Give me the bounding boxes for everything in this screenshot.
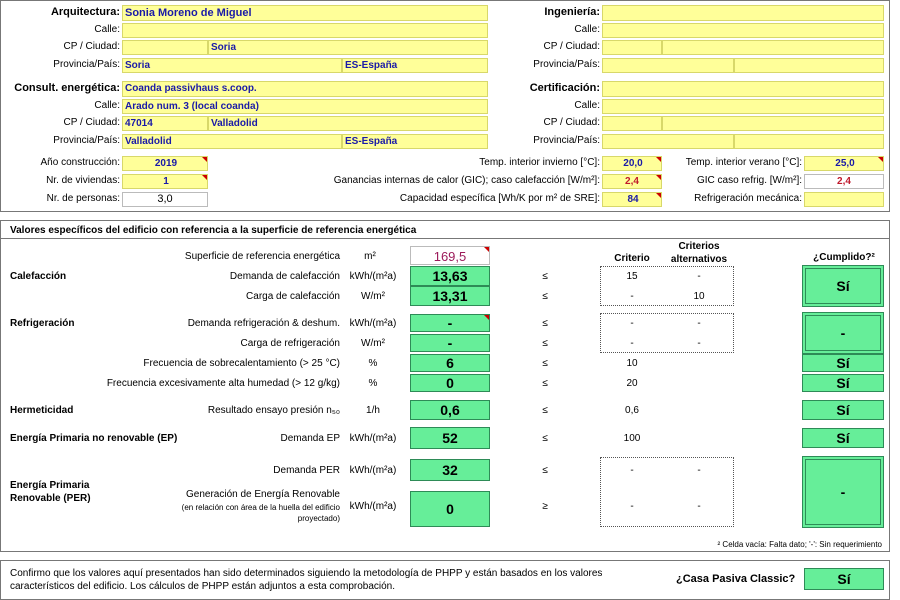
hermeticidad-cumplido: Sí	[802, 400, 884, 420]
hermeticidad-op: ≤	[542, 405, 548, 416]
humedad-op: ≤	[542, 378, 548, 389]
calefaccion-alt-carga: 10	[693, 291, 705, 302]
consultor-provincia-field[interactable]: Valladolid	[122, 134, 342, 149]
arquitectura-ciudad-field[interactable]: Soria	[208, 40, 488, 55]
consultor-calle-field[interactable]: Arado num. 3 (local coanda)	[122, 99, 488, 114]
ep-cumplido: Sí	[802, 428, 884, 448]
per-alt-2: -	[697, 501, 701, 512]
results-title: Valores específicos del edificio con referencia a la superficie de referencia energética	[10, 225, 417, 236]
hermeticidad-unit: 1/h	[366, 405, 380, 416]
casa-pasiva-question: ¿Casa Pasiva Classic?	[676, 573, 796, 585]
arquitectura-name-field[interactable]: Sonia Moreno de Miguel	[122, 5, 488, 21]
ingenieria-calle-label: Calle:	[574, 24, 600, 35]
calefaccion-carga-unit: W/m²	[361, 291, 385, 302]
certificacion-name-field[interactable]	[602, 81, 884, 97]
consultor-ciudad-field[interactable]: Valladolid	[208, 116, 488, 131]
sobrecalentamiento-op: ≤	[542, 358, 548, 369]
calefaccion-cumplido	[802, 265, 884, 307]
refrig-mecanica-label: Refrigeración mecánica:	[694, 193, 802, 204]
humedad-value: 0	[410, 374, 490, 392]
per-alt-1: -	[697, 465, 701, 476]
temp-invierno-field[interactable]: 20,0	[602, 156, 662, 171]
arquitectura-calle-label: Calle:	[94, 24, 120, 35]
refrigeracion-demanda-unit: kWh/(m²a)	[349, 318, 397, 329]
per-section-2: Renovable (PER)	[10, 493, 91, 504]
per-demanda-unit: kWh/(m²a)	[349, 465, 397, 476]
arquitectura-pais-field[interactable]: ES-España	[342, 58, 488, 73]
certificacion-cp-label: CP / Ciudad:	[543, 117, 600, 128]
humedad-label: Frecuencia excesivamente alta humedad (> 12 g/kg)	[106, 378, 340, 389]
sobrecalentamiento-value: 6	[410, 354, 490, 372]
confirm-text-1: Confirmo que los valores aquí presentados han sido determinados siguiendo la metodología de PHPP y están basados en los valores	[10, 568, 603, 579]
personas-value: 3,0	[122, 192, 208, 207]
refrigeracion-cumplido	[802, 312, 884, 354]
temp-verano-field[interactable]: 25,0	[804, 156, 884, 171]
results-title-rule	[1, 238, 889, 239]
per-section-1: Energía Primaria	[10, 480, 90, 491]
refrigeracion-crit-demanda: -	[630, 318, 634, 329]
ano-construccion-field[interactable]: 2019	[122, 156, 208, 171]
certificacion-calle-label: Calle:	[574, 100, 600, 111]
calefaccion-demanda-value: 13,63	[410, 266, 490, 286]
refrigeracion-section: Refrigeración	[10, 318, 75, 329]
consultor-cp-label: CP / Ciudad:	[63, 117, 120, 128]
ingenieria-title: Ingeniería:	[544, 6, 600, 18]
alt-criterio-header-2: alternativos	[670, 254, 728, 265]
arquitectura-title: Arquitectura:	[50, 6, 120, 18]
calefaccion-cumplido-text: Sí	[836, 278, 850, 294]
consultor-pais-field[interactable]: ES-España	[342, 134, 488, 149]
footnote: ² Celda vacía: Falta dato; '-': Sin requerimiento	[717, 540, 882, 549]
arquitectura-calle-field[interactable]	[122, 23, 488, 38]
consultor-cp-field[interactable]: 47014	[122, 116, 208, 131]
criterio-header: Criterio	[614, 253, 650, 264]
refrigeracion-alt-demanda: -	[697, 318, 701, 329]
calefaccion-carga-value: 13,31	[410, 286, 490, 306]
humedad-cumplido: Sí	[802, 374, 884, 392]
per-gen-label-1: Generación de Energía Renovable	[186, 489, 340, 500]
refrigeracion-carga-label: Carga de refrigeración	[240, 338, 340, 349]
calefaccion-section: Calefacción	[10, 271, 67, 282]
certificacion-provincia-field[interactable]	[602, 134, 734, 149]
certificacion-calle-field[interactable]	[602, 99, 884, 114]
hermeticidad-section: Hermeticidad	[10, 405, 74, 416]
calefaccion-crit-demanda: 15	[626, 271, 638, 282]
consultor-calle-label: Calle:	[94, 100, 120, 111]
certificacion-ciudad-field[interactable]	[662, 116, 884, 131]
viviendas-field[interactable]: 1	[122, 174, 208, 189]
consultor-name-field[interactable]: Coanda passivhaus s.coop.	[122, 81, 488, 97]
certificacion-pais-field[interactable]	[734, 134, 884, 149]
per-gen-label-2: (en relación con área de la huella del edificio	[181, 503, 340, 512]
refrig-mecanica-field[interactable]	[804, 192, 884, 207]
arquitectura-cp-label: CP / Ciudad:	[63, 41, 120, 52]
casa-pasiva-answer: Sí	[804, 568, 884, 590]
ep-unit: kWh/(m²a)	[349, 433, 397, 444]
refrigeracion-crit-carga: -	[630, 338, 634, 349]
gic-refrig-label: GIC caso refrig. [W/m²]:	[696, 175, 802, 186]
refrigeracion-cumplido-text: -	[840, 325, 846, 341]
calefaccion-alt-demanda: -	[697, 271, 701, 282]
consultor-title: Consult. energética:	[14, 82, 120, 94]
per-gen-unit: kWh/(m²a)	[349, 501, 397, 512]
refrigeracion-op-1: ≤	[542, 318, 548, 329]
consultor-prov-label: Provincia/País:	[53, 135, 120, 146]
per-gen-value: 0	[410, 491, 490, 527]
sre-unit: m²	[364, 251, 376, 262]
certificacion-cp-field[interactable]	[602, 116, 662, 131]
ingenieria-ciudad-field[interactable]	[662, 40, 884, 55]
per-gen-label-3: proyectado)	[297, 514, 340, 523]
arquitectura-cp-field[interactable]	[122, 40, 208, 55]
per-demanda-label: Demanda PER	[273, 465, 340, 476]
refrigeracion-carga-unit: W/m²	[361, 338, 385, 349]
sobrecalentamiento-cumplido: Sí	[802, 354, 884, 372]
arquitectura-prov-label: Provincia/País:	[53, 59, 120, 70]
refrigeracion-demanda-label: Demanda refrigeración & deshum.	[187, 318, 340, 329]
ep-op: ≤	[542, 433, 548, 444]
ep-value: 52	[410, 427, 490, 449]
calefaccion-demanda-label: Demanda de calefacción	[229, 271, 340, 282]
ingenieria-cp-label: CP / Ciudad:	[543, 41, 600, 52]
capacidad-field[interactable]: 84	[602, 192, 662, 207]
ep-crit: 100	[623, 433, 641, 444]
per-op-1: ≤	[542, 465, 548, 476]
calefaccion-carga-label: Carga de calefacción	[246, 291, 340, 302]
temp-verano-label: Temp. interior verano [°C]:	[685, 157, 802, 168]
humedad-unit: %	[368, 378, 378, 389]
sobrecalentamiento-label: Frecuencia de sobrecalentamiento (> 25 °C)	[143, 358, 340, 369]
hermeticidad-crit: 0,6	[625, 405, 639, 416]
refrigeracion-op-2: ≤	[542, 338, 548, 349]
per-crit-1: -	[630, 465, 634, 476]
ingenieria-cp-field[interactable]	[602, 40, 662, 55]
arquitectura-provincia-field[interactable]: Soria	[122, 58, 342, 73]
per-op-2: ≥	[542, 501, 548, 512]
alt-criterio-header-1: Criterios	[678, 241, 720, 252]
personas-label: Nr. de personas:	[46, 193, 120, 204]
ep-label: Demanda EP	[280, 433, 340, 444]
sre-value: 169,5	[410, 246, 490, 265]
hermeticidad-label: Resultado ensayo presión n₅₀	[207, 405, 340, 416]
refrigeracion-carga-value: -	[410, 334, 490, 352]
ingenieria-prov-label: Provincia/País:	[533, 59, 600, 70]
calefaccion-op-1: ≤	[542, 271, 548, 282]
viviendas-label: Nr. de viviendas:	[46, 175, 120, 186]
calefaccion-demanda-unit: kWh/(m²a)	[349, 271, 397, 282]
cumplido-header: ¿Cumplido?²	[813, 252, 875, 263]
gic-field[interactable]: 2,4	[602, 174, 662, 189]
calefaccion-crit-carga: -	[630, 291, 634, 302]
refrigeracion-demanda-value: -	[410, 314, 490, 332]
certificacion-prov-label: Provincia/País:	[533, 135, 600, 146]
ingenieria-name-field[interactable]	[602, 5, 884, 21]
ingenieria-provincia-field[interactable]	[602, 58, 734, 73]
gic-refrig-value: 2,4	[804, 174, 884, 189]
ingenieria-pais-field[interactable]	[734, 58, 884, 73]
per-cumplido	[802, 456, 884, 528]
per-demanda-value: 32	[410, 459, 490, 481]
calefaccion-op-2: ≤	[542, 291, 548, 302]
per-cumplido-text: -	[840, 484, 846, 500]
sobrecalentamiento-crit: 10	[626, 358, 638, 369]
hermeticidad-value: 0,6	[410, 400, 490, 420]
sre-label: Superficie de referencia energética	[184, 251, 340, 262]
per-crit-2: -	[630, 501, 634, 512]
refrigeracion-alt-carga: -	[697, 338, 701, 349]
capacidad-label: Capacidad específica [Wh/K por m² de SRE]:	[399, 193, 600, 204]
ano-construccion-label: Año construcción:	[40, 157, 120, 168]
ingenieria-calle-field[interactable]	[602, 23, 884, 38]
ep-section: Energía Primaria no renovable (EP)	[10, 433, 178, 444]
confirm-text-2: característicos del edificio. Los cálculos de PHPP están adjuntos a esta comprobación.	[10, 581, 396, 592]
certificacion-title: Certificación:	[529, 82, 600, 94]
sobrecalentamiento-unit: %	[368, 358, 378, 369]
temp-invierno-label: Temp. interior invierno [°C]:	[479, 157, 600, 168]
gic-label: Ganancias internas de calor (GIC); caso calefacción [W/m²]:	[333, 175, 600, 186]
humedad-crit: 20	[626, 378, 638, 389]
